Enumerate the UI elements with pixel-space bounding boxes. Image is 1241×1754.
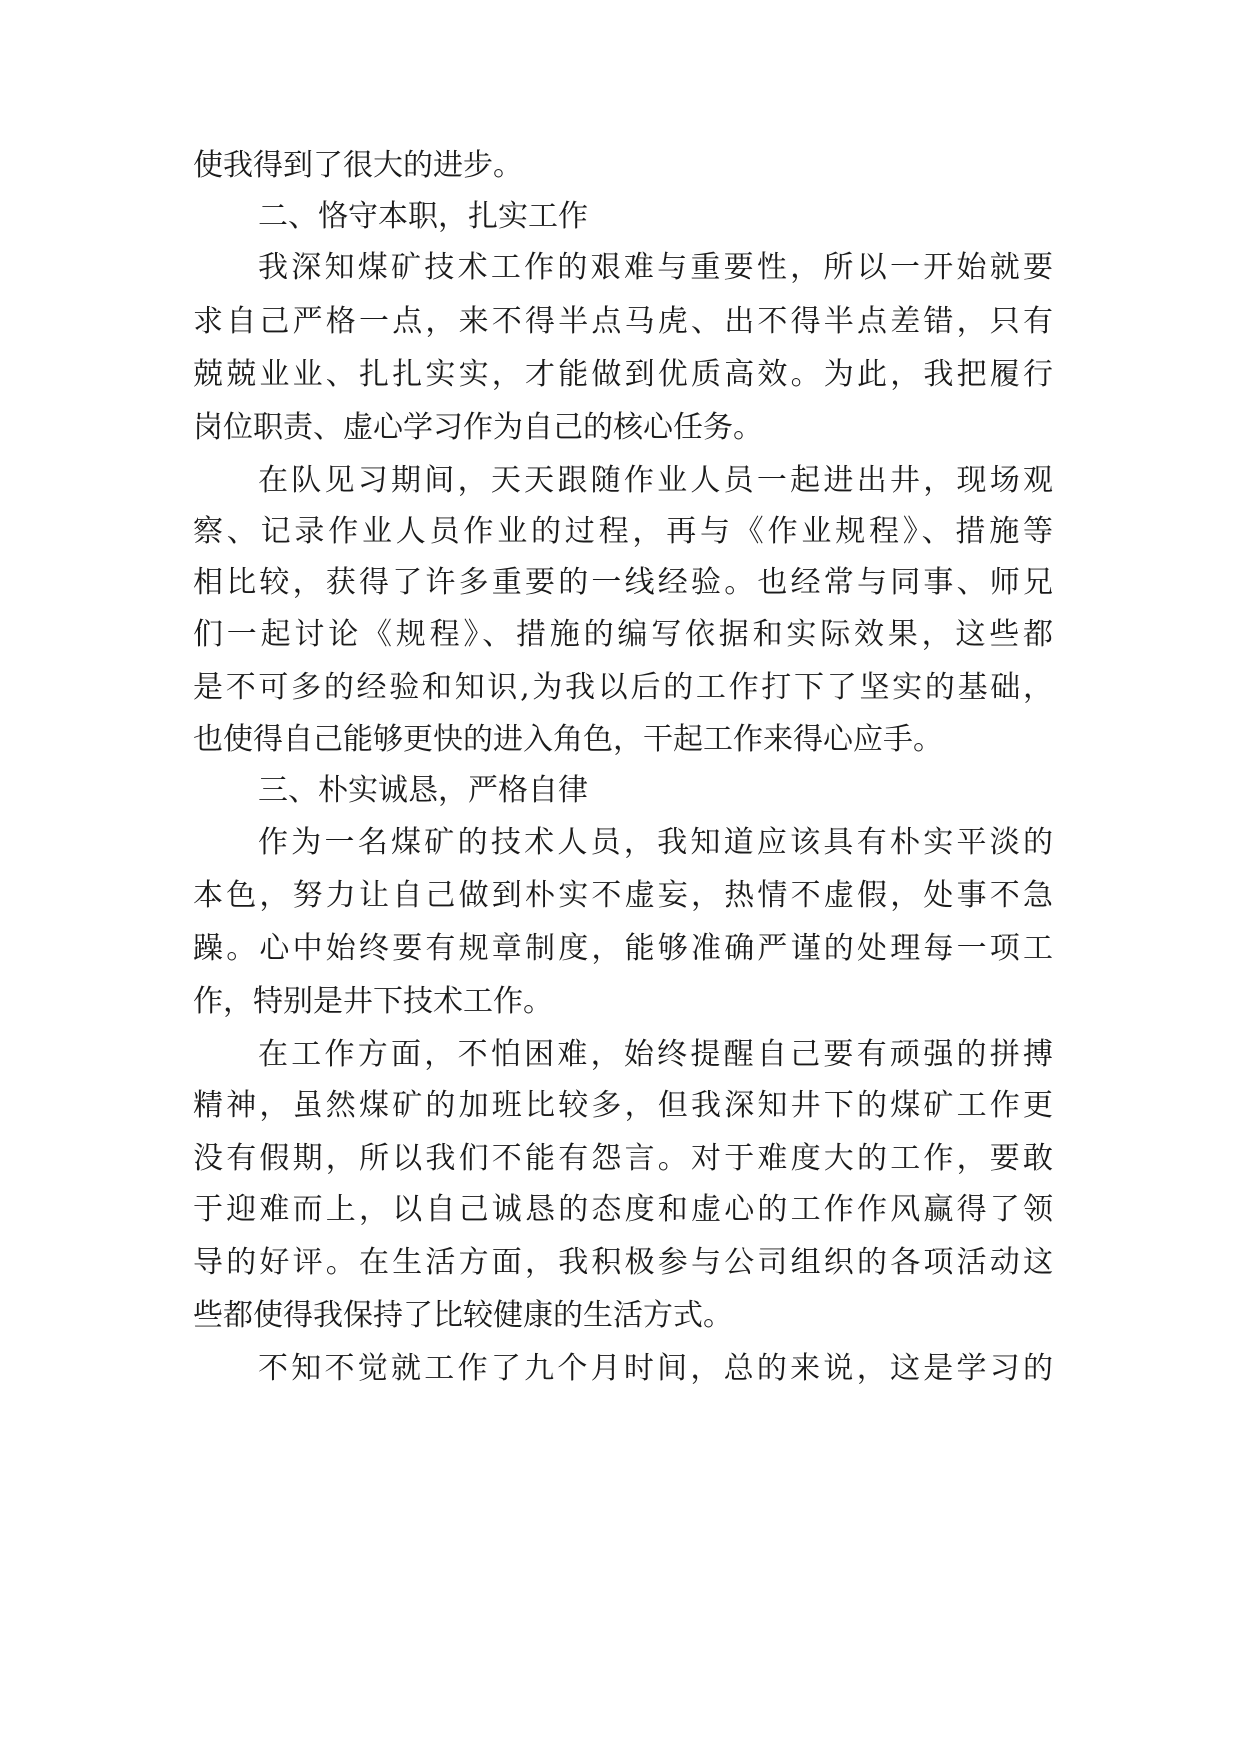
text-line: 精神，虽然煤矿的加班比较多，但我深知井下的煤矿工作更 [193,1088,1053,1123]
text-line: 作，特别是井下技术工作。 [193,984,553,1019]
text-line: 我深知煤矿技术工作的艰难与重要性，所以一开始就要 [258,250,1053,285]
text-line: 于迎难而上，以自己诚恳的态度和虚心的工作作风赢得了领 [193,1192,1053,1227]
text-line: 相比较，获得了许多重要的一线经验。也经常与同事、师兄 [193,565,1053,600]
text-line: 在工作方面，不怕困难，始终提醒自己要有顽强的拼搏 [258,1037,1053,1072]
text-line: 导的好评。在生活方面，我积极参与公司组织的各项活动这 [193,1245,1053,1280]
text-line: 没有假期，所以我们不能有怨言。对于难度大的工作，要敢 [193,1141,1053,1176]
text-line: 求自己严格一点，来不得半点马虎、出不得半点差错，只有 [193,304,1053,339]
text-line: 也使得自己能够更快的进入角色，干起工作来得心应手。 [193,722,943,757]
text-line: 不知不觉就工作了九个月时间，总的来说，这是学习的 [258,1351,1053,1386]
text-line: 是不可多的经验和知识,为我以后的工作打下了坚实的基础， [193,670,1053,705]
section-heading: 三、朴实诚恳，严格自律 [258,773,588,808]
text-line: 躁。心中始终要有规章制度，能够准确严谨的处理每一项工 [193,931,1053,966]
section-heading: 二、恪守本职，扎实工作 [258,199,588,234]
text-line: 使我得到了很大的进步。 [193,148,523,183]
text-line: 在队见习期间，天天跟随作业人员一起进出井，现场观 [258,463,1053,498]
text-line: 岗位职责、虚心学习作为自己的核心任务。 [193,410,763,445]
text-line: 些都使得我保持了比较健康的生活方式。 [193,1298,733,1333]
text-line: 兢兢业业、扎扎实实，才能做到优质高效。为此，我把履行 [193,357,1053,392]
text-line: 本色，努力让自己做到朴实不虚妄，热情不虚假，处事不急 [193,878,1053,913]
text-line: 察、记录作业人员作业的过程，再与《作业规程》、措施等 [193,514,1053,549]
text-line: 们一起讨论《规程》、措施的编写依据和实际效果，这些都 [193,617,1053,652]
text-line: 作为一名煤矿的技术人员，我知道应该具有朴实平淡的 [258,825,1053,860]
